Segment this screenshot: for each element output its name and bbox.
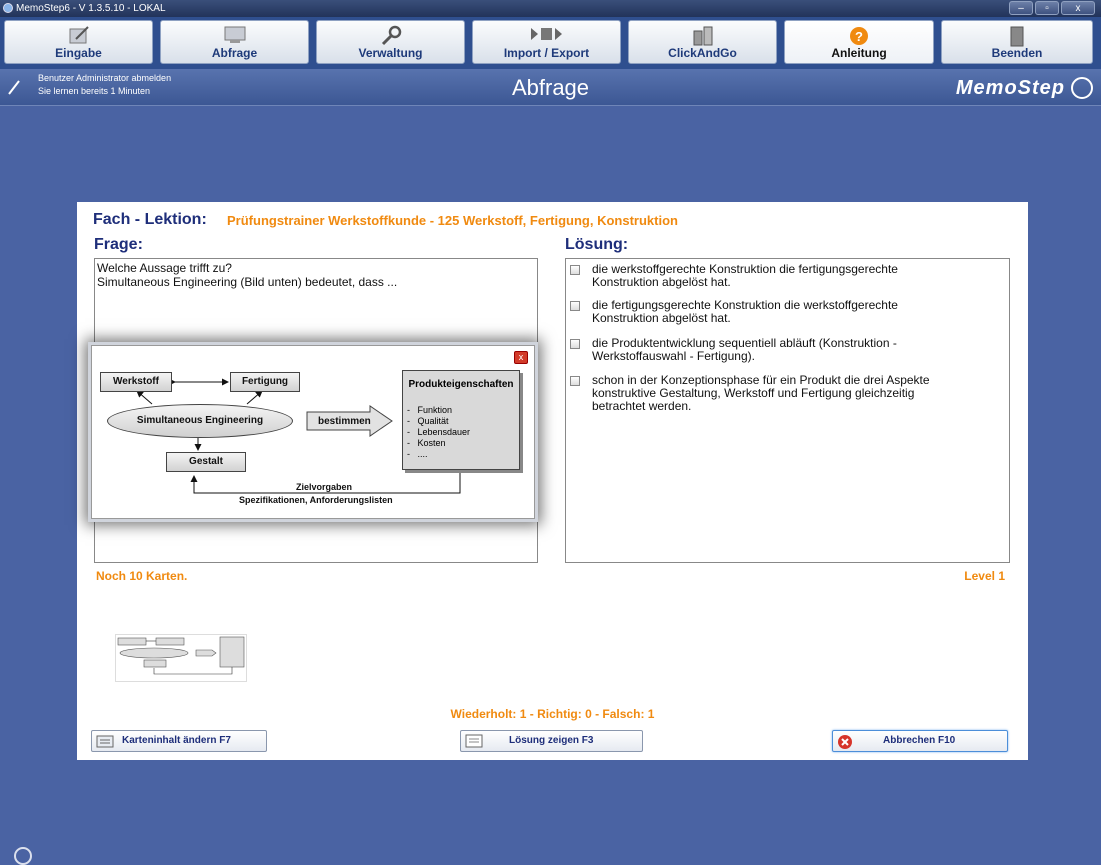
answer-text: die werkstoffgerechte Konstruktion die fertigungsgerechte Konstruktion abgelöst hat. (592, 262, 898, 289)
thumbnail-image (116, 635, 246, 681)
answer-checkbox[interactable] (570, 339, 580, 349)
answer-text: schon in der Konzeptionsphase für ein Produkt die drei Aspekte konstruktive Gestaltung, Werkstoff und Fertigung gleichzeitig betrachtet werden. (592, 373, 930, 413)
toolbar-eingabe-button[interactable] (4, 20, 153, 64)
answer-option[interactable] (570, 263, 990, 293)
produkt-item: - Kosten (407, 438, 446, 448)
werkstoff-node: Werkstoff (100, 372, 172, 392)
gestalt-node: Gestalt (166, 452, 246, 472)
toolbar-clickandgo-button[interactable] (628, 20, 777, 64)
toolbar-label: Import / Export (503, 46, 590, 60)
page-header (0, 69, 1101, 106)
card-edit-icon (96, 734, 114, 756)
toolbar-verwaltung-button[interactable] (316, 20, 465, 64)
produkt-title: Produkteigenschaften (408, 379, 514, 390)
cancel-button[interactable] (832, 730, 1008, 752)
brand-logo-text: MemoStep (955, 77, 1065, 99)
close-icon[interactable]: x (514, 351, 528, 364)
question-panel (77, 202, 1028, 760)
show-solution-label: Lösung zeigen F3 (509, 735, 594, 746)
page-title: Abfrage (511, 75, 590, 100)
toolbar-label: Abfrage (211, 46, 258, 60)
title-bar (0, 0, 1101, 17)
answer-option[interactable] (570, 337, 990, 367)
toolbar-label: Eingabe (55, 46, 102, 60)
answer-checkbox[interactable] (570, 301, 580, 311)
toolbar-import-export-button[interactable] (472, 20, 621, 64)
brand-logo-icon (1071, 77, 1093, 99)
spezifikationen-label: Spezifikationen, Anforderungslisten (239, 495, 393, 505)
logout-link[interactable]: Benutzer Administrator abmelden (38, 73, 172, 83)
simultaneous-node: Simultaneous Engineering (107, 404, 293, 438)
produkt-item: - Qualität (407, 416, 449, 426)
footer-logo-icon (14, 847, 32, 865)
diagram-popup (91, 345, 535, 519)
show-solution-button[interactable] (460, 730, 643, 752)
answer-option[interactable] (570, 299, 990, 329)
produkt-item: - .... (407, 449, 428, 459)
svg-text:?: ? (855, 29, 863, 44)
session-time: Sie lernen bereits 1 Minuten (38, 86, 151, 96)
question-line: Welche Aussage trifft zu? (97, 261, 232, 275)
toolbar-anleitung-button[interactable] (784, 20, 934, 64)
zielvorgaben-label: Zielvorgaben (296, 482, 353, 492)
produkt-node (402, 370, 520, 470)
close-window-button[interactable]: x (1061, 1, 1095, 15)
toolbar-label: Anleitung (831, 46, 887, 60)
produkt-item: - Funktion (407, 405, 453, 415)
edit-card-label: Karteninhalt ändern F7 (122, 735, 231, 746)
cancel-icon (837, 734, 853, 758)
import-export-icon (529, 25, 565, 48)
main-toolbar (0, 17, 1101, 69)
loesung-heading: Lösung: (565, 236, 629, 253)
answer-option[interactable] (570, 374, 990, 418)
frage-heading: Frage: (94, 236, 143, 253)
maximize-button[interactable]: ▫ (1035, 1, 1059, 15)
answer-checkbox[interactable] (570, 265, 580, 275)
produkt-item: - Lebensdauer (407, 427, 471, 437)
answer-checkbox[interactable] (570, 376, 580, 386)
stats-line: Wiederholt: 1 - Richtig: 0 - Falsch: 1 (450, 707, 655, 721)
question-line: Simultaneous Engineering (Bild unten) bedeutet, dass ... (97, 275, 398, 289)
fach-value: Prüfungstrainer Werkstoffkunde - 125 Werkstoff, Fertigung, Konstruktion (227, 213, 678, 228)
toolbar-label: ClickAndGo (668, 46, 737, 60)
diagram-thumbnail[interactable] (115, 634, 247, 682)
solution-box (565, 258, 1010, 563)
document-icon (465, 734, 483, 756)
remaining-cards: Noch 10 Karten. (96, 569, 188, 583)
level-indicator: Level 1 (964, 569, 1005, 583)
fertigung-node: Fertigung (230, 372, 300, 392)
toolbar-label: Beenden (991, 46, 1043, 60)
toolbar-abfrage-button[interactable] (160, 20, 309, 64)
answer-text: die fertigungsgerechte Konstruktion die werkstoffgerechte Konstruktion abgelöst hat. (592, 298, 898, 325)
app-icon (3, 3, 13, 13)
cancel-label: Abbrechen F10 (883, 735, 956, 746)
toolbar-beenden-button[interactable] (941, 20, 1093, 64)
bestimmen-label: bestimmen (318, 416, 371, 427)
window-controls (1009, 1, 1095, 15)
minimize-button[interactable]: – (1009, 1, 1033, 15)
window-title: MemoStep6 - V 1.3.5.10 - LOKAL (16, 3, 166, 14)
answer-text: die Produktentwicklung sequentiell abläuft (Konstruktion - Werkstoffauswahl - Fertigung). (592, 336, 897, 363)
fach-label: Fach - Lektion: (93, 211, 207, 228)
toolbar-label: Verwaltung (358, 46, 423, 60)
edit-card-button[interactable] (91, 730, 267, 752)
